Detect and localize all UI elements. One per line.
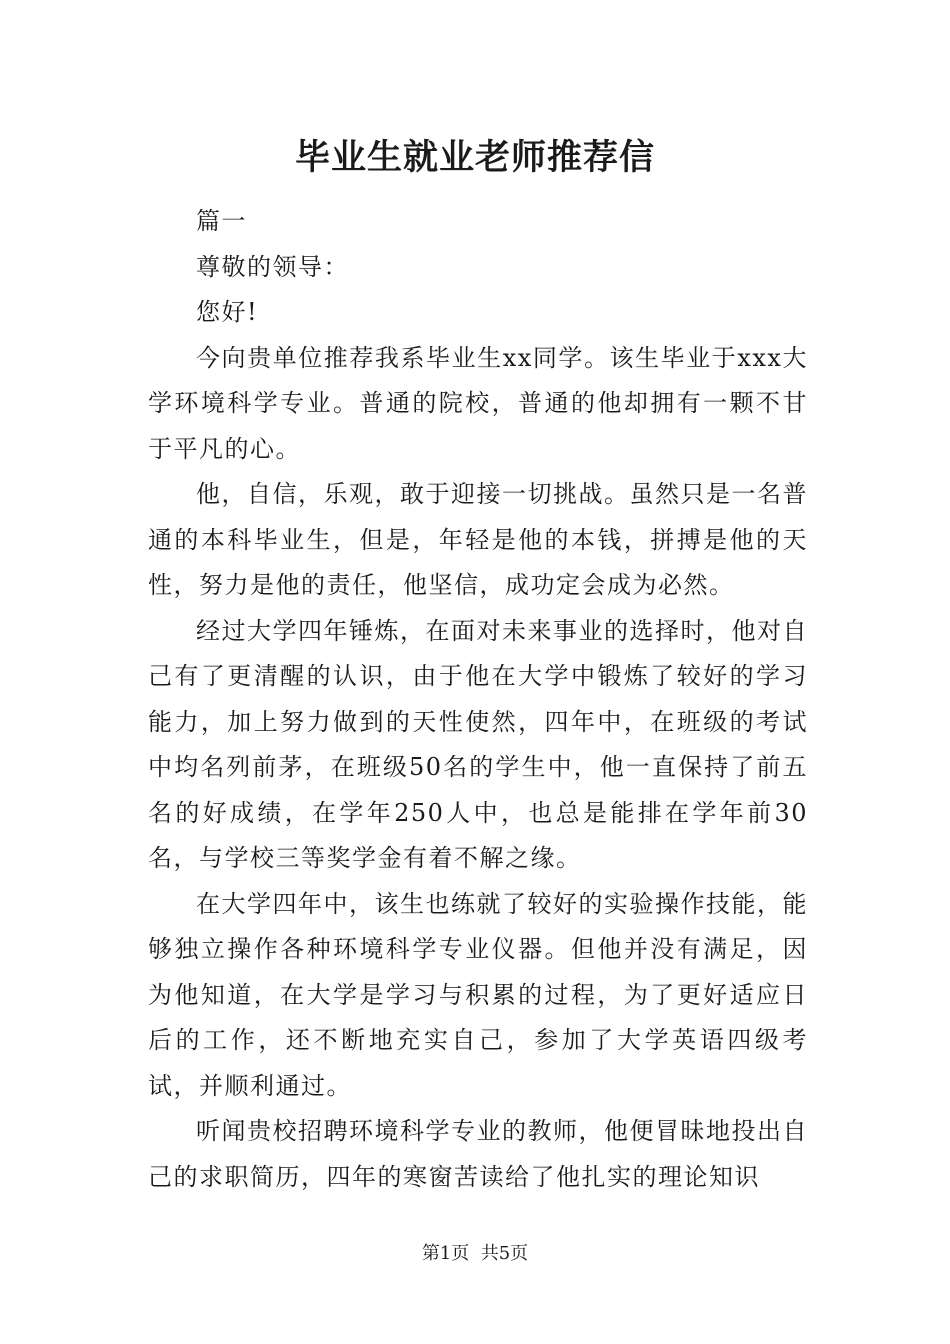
- body-paragraph: 在大学四年中，该生也练就了较好的实验操作技能，能够独立操作各种环境科学专业仪器。但他并没有满足，因为他知道，在大学是学习与积累的过程，为了更好适应日后的工作，还不断地充实自己，参加了大学英语四级考试，并顺利通过。: [148, 889, 808, 1100]
- body-paragraph: 听闻贵校招聘环境科学专业的教师，他便冒昧地投出自己的求职简历，四年的寒窗苦读给了他扎实的理论知识: [148, 1117, 808, 1191]
- greeting: 您好!: [196, 298, 259, 326]
- page-footer: 第1页 共5页: [421, 1243, 529, 1264]
- salutation: 尊敬的领导：: [196, 252, 349, 281]
- body-paragraph: 经过大学四年锤炼，在面对未来事业的选择时，他对自己有了更清醒的认识，由于他在大学中锻炼了较好的学习能力，加上努力做到的天性使然，四年中，在班级的考试中均名列前茅，在班级50名的学生中，他一直保持了前五名的好成绩，在学年250人中，也总是能排在学年前30名，与学校三等奖学金有着不解之缘。: [148, 616, 808, 872]
- section-label: 篇一: [196, 207, 247, 235]
- document-title: 毕业生就业老师推荐信: [294, 137, 655, 178]
- document-body: [148, 199, 808, 1200]
- body-paragraph: 今向贵单位推荐我系毕业生xx同学。该生毕业于xxx大学环境科学专业。普通的院校，普通的他却拥有一颗不甘于平凡的心。: [148, 343, 808, 463]
- body-paragraph: 他，自信，乐观，敢于迎接一切挑战。虽然只是一名普通的本科毕业生，但是，年轻是他的本钱，拼搏是他的天性，努力是他的责任，他坚信，成功定会成为必然。: [148, 480, 808, 599]
